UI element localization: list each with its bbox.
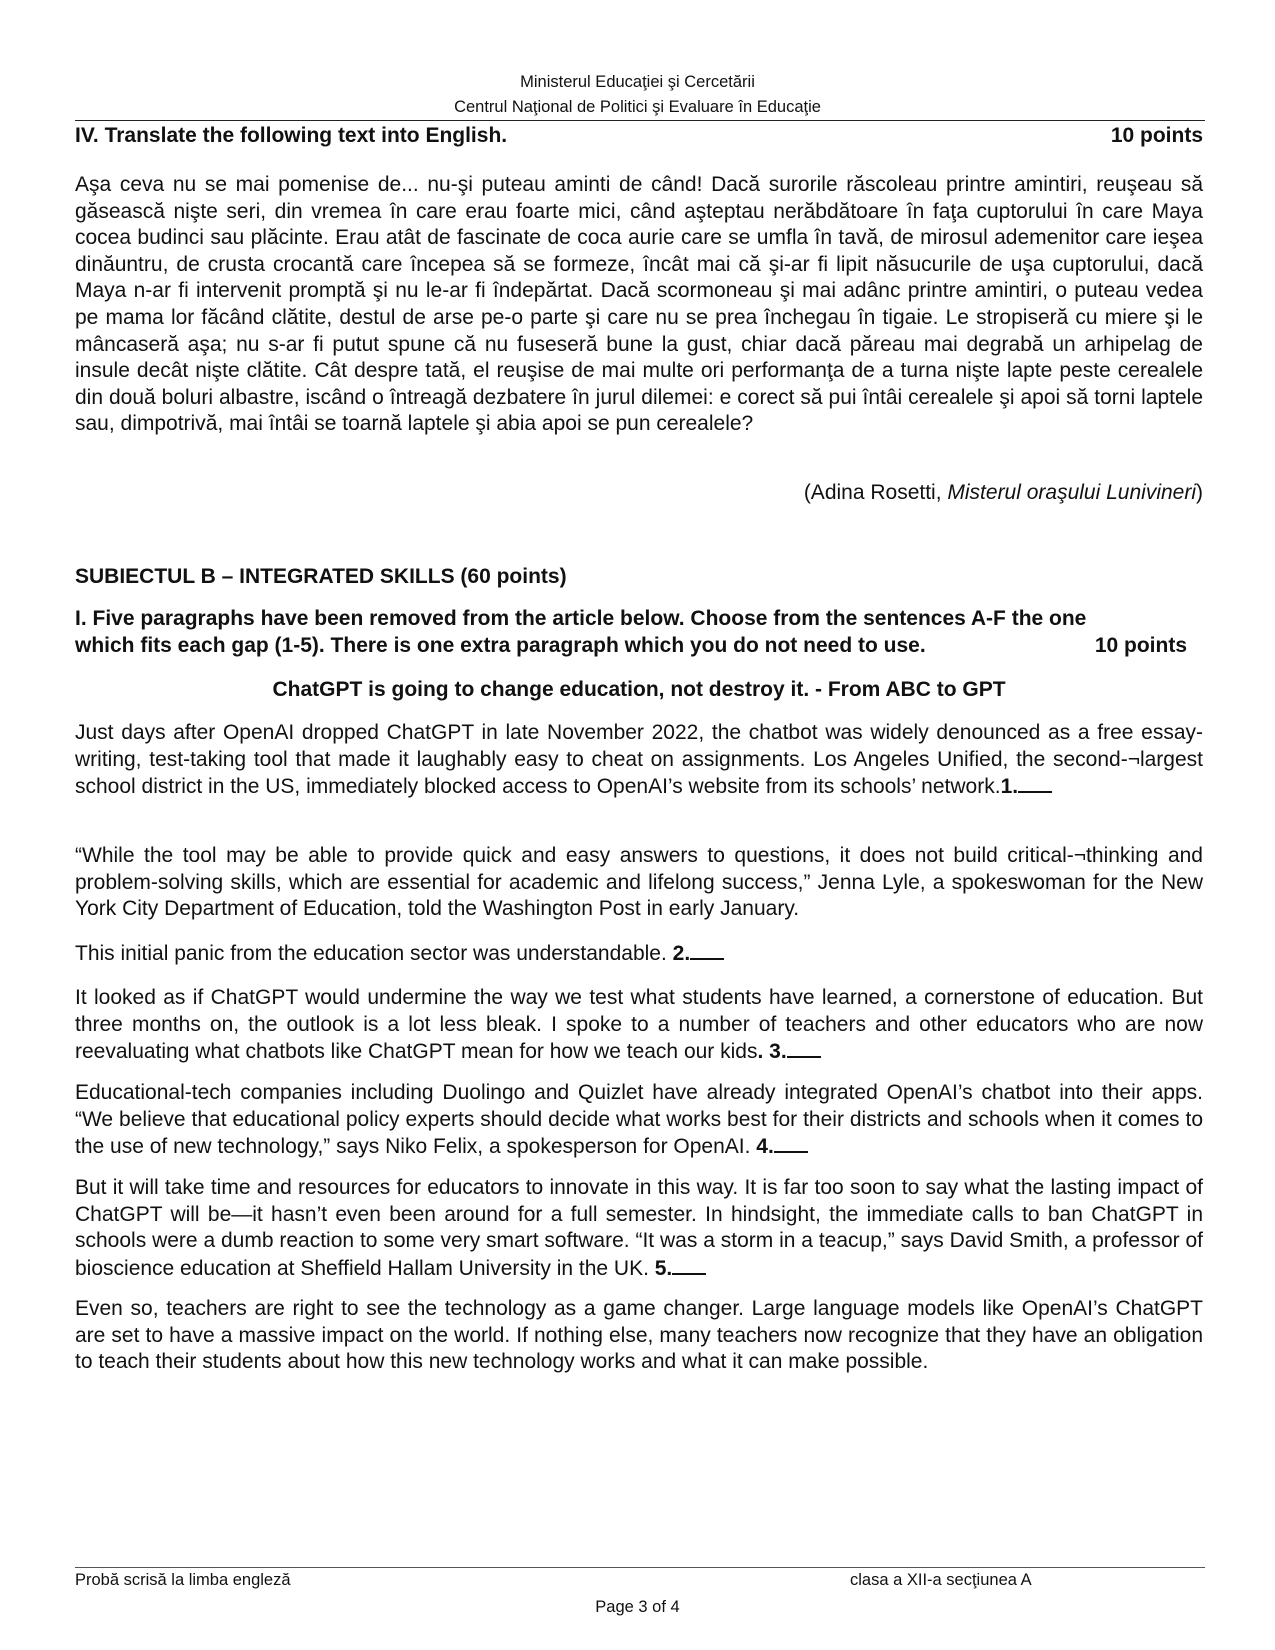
instruction-points: 10 points bbox=[1094, 634, 1187, 657]
gap-number: 4. bbox=[756, 1135, 774, 1159]
citation-author: (Adina Rosetti, bbox=[803, 481, 948, 504]
instruction-line-1: I. Five paragraphs have been removed from the article below. Choose from the sentences A-F the one bbox=[75, 607, 1087, 630]
article-paragraph-5 bbox=[75, 1080, 1203, 1161]
gap-2[interactable] bbox=[673, 942, 725, 965]
paragraph-text: But it will take time and resources for educators to innovate in this way. It is far too soon to say what the lasting impact of ChatGPT will be—it hasn’t even been around for a full semester. In hindsight, the immediate calls to ban ChatGPT in schools were a dumb reaction to some very smart software. “It was a storm in a teacup,” says David Smith, a professor of bioscience education at Sheffield Hallam University in the UK. bbox=[75, 1176, 1203, 1280]
citation-title: Misterul oraşului Lunivineri bbox=[947, 481, 1196, 504]
article-paragraph-6 bbox=[75, 1175, 1203, 1282]
gap-blank bbox=[690, 940, 724, 960]
gap-number: 1. bbox=[1000, 775, 1019, 799]
section-iv-title: IV. Translate the following text into English. bbox=[75, 124, 508, 147]
article-paragraph-2: “While the tool may be able to provide quick and easy answers to questions, it does not build critical-¬thinking and problem-solving skills, which are essential for academic and lifelong success,” Jenna Lyle, a spokeswoman for the New York City Department of Education, told the Washington Post in early January. bbox=[75, 844, 1203, 921]
article-paragraph-1 bbox=[75, 720, 1203, 801]
paragraph-text: It looked as if ChatGPT would undermine the way we test what students have learned, a cornerstone of education. But three months on, the outlook is a lot less bleak. I spoke to a number of teachers and other educators who are now reevaluating what chatbots like ChatGPT mean for how we teach our kids bbox=[75, 986, 1203, 1064]
page-number: Page 3 of 4 bbox=[595, 1598, 680, 1616]
romanian-text: Aşa ceva nu se mai pomenise de... nu-şi puteau aminti de când! Dacă surorile răscoleau printre amintiri, reuşeau să găsească nişte seri, din vremea în care erau foarte mici, când aşteptau nerăbdătoare în faţa cuptorului în care Maya cocea budinci sau plăcinte. Erau atât de fascinate de coca aurie care se umfla în tavă, de mirosul ademenitor care ieşea dinăuntru, de crusta crocantă care începea să se formeze, încât mai că şi-ar fi lipit năsucurile de uşa cuptorului, dacă Maya n-ar fi intervenit promptă şi nu le-ar fi îndepărtat. Dacă scormoneau şi mai adânc printre amintiri, o puteau vedea pe mama lor făcând clătite, destul de arse pe-o parte şi care nu se prea închegau în tigaie. Le stropiseră cu miere şi le mâncaseră aşa; nu s-ar fi putut spune că nu fuseseră bune la gust, chiar dacă păreau mai degrabă un arhipelag de insule decât nişte clătite. Cât despre tată, el reuşise de mai multe ori performanţa de a turna nişte lapte peste cerealele din două boluri albastre, iscând o întreagă dezbatere în jurul dilemei: e corect să pui întâi cerealele şi apoi să torni laptele sau, dimpotrivă, mai întâi se toarnă laptele şi abia apoi se pun cerealele? bbox=[75, 173, 1203, 436]
gap-5[interactable] bbox=[655, 1257, 707, 1280]
header-center: Centrul Naţional de Politici şi Evaluare în Educaţie bbox=[454, 98, 821, 116]
gap-blank bbox=[672, 1255, 706, 1275]
article-paragraph-3 bbox=[75, 940, 1203, 968]
gap-blank bbox=[774, 1133, 808, 1153]
gap-1[interactable] bbox=[1001, 775, 1053, 798]
gap-number: . 3. bbox=[757, 1040, 787, 1064]
section-iv-points: 10 points bbox=[1110, 124, 1203, 147]
citation-close: ) bbox=[1196, 481, 1203, 504]
paragraph-text: This initial panic from the education sector was understandable. bbox=[75, 942, 673, 965]
footer-left: Probă scrisă la limba engleză bbox=[75, 1571, 291, 1589]
article-title: ChatGPT is going to change education, not destroy it. - From ABC to GPT bbox=[272, 678, 1006, 701]
gap-4[interactable] bbox=[756, 1135, 808, 1158]
subject-b-title: SUBIECTUL B – INTEGRATED SKILLS (60 points) bbox=[75, 565, 567, 588]
gap-number: 2. bbox=[672, 942, 691, 965]
footer-rule bbox=[75, 1567, 1205, 1568]
gap-blank bbox=[787, 1038, 821, 1058]
footer-right: clasa a XII-a secţiunea A bbox=[850, 1571, 1032, 1589]
header-ministry: Ministerul Educaţiei şi Cercetării bbox=[520, 73, 755, 91]
gap-number: 5. bbox=[654, 1256, 673, 1280]
paragraph-text: Educational-tech companies including Duolingo and Quizlet have already integrated OpenAI’s chatbot into their apps. “We believe that educational policy experts should decide what works best for their districts and schools when it comes to the use of new technology,” says Niko Felix, a spokesperson for OpenAI. bbox=[75, 1081, 1203, 1159]
instruction-line-2: which fits each gap (1-5). There is one extra paragraph which you do not need to use. bbox=[75, 634, 926, 657]
article-paragraph-7: Even so, teachers are right to see the technology as a game changer. Large language models like OpenAI’s ChatGPT are set to have a massive impact on the world. If nothing else, many teachers now recognize that they have an obligation to teach their students about how this new technology works and what it can make possible. bbox=[75, 1297, 1203, 1374]
gap-3[interactable] bbox=[757, 1040, 820, 1063]
header-rule bbox=[75, 120, 1205, 121]
citation bbox=[75, 480, 1203, 507]
gap-blank bbox=[1018, 773, 1052, 793]
section-iv-heading bbox=[75, 123, 1203, 150]
paragraph-text: Just days after OpenAI dropped ChatGPT in late November 2022, the chatbot was widely denounced as a free essay-writing, test-taking tool that made it laughably easy to cheat on assignments. Los Angeles Unified, the second-¬largest school district in the US, immediately blocked access to OpenAI’s website from its schools’ network. bbox=[75, 721, 1203, 799]
instruction-line-2-row bbox=[75, 633, 1187, 660]
article-paragraph-4 bbox=[75, 985, 1203, 1066]
